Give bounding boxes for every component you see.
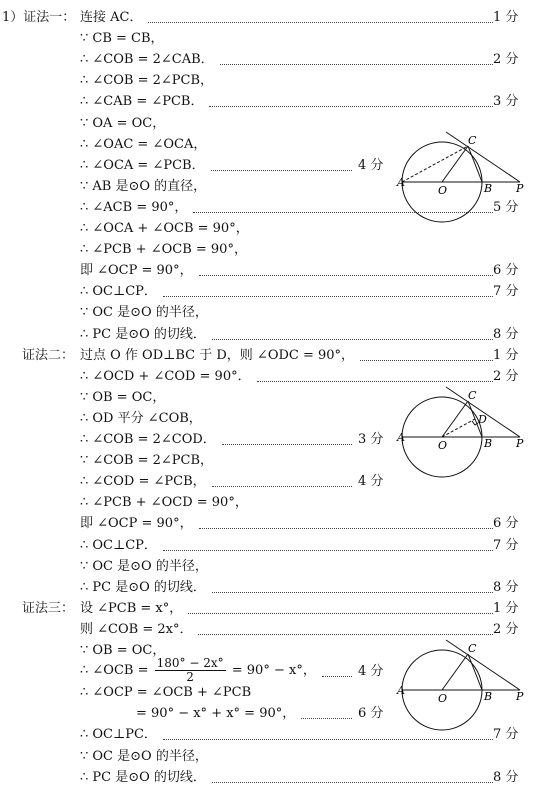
proof-line: [0, 240, 539, 260]
proof-step-text: ∵ OB = OC，: [80, 643, 166, 658]
proof-step-text: 设 ∠PCB = x°，: [80, 600, 183, 616]
label-b: B: [484, 690, 493, 703]
label-p: P: [516, 437, 524, 450]
score-points: 3 分: [493, 94, 519, 110]
proof-line: [0, 514, 539, 534]
proof-line: [0, 557, 539, 577]
proof-step-text: ∴ ∠OCD + ∠COD = 90°．: [80, 368, 251, 384]
proof-line: [0, 8, 539, 28]
leader-dots: [301, 718, 352, 719]
line-tangent: [446, 640, 520, 690]
proof-step-text: ∴ ∠OCA = ∠PCB．: [80, 157, 205, 173]
score-points: 8 分: [493, 769, 519, 785]
line-oc: [442, 654, 468, 690]
score-points: 6 分: [493, 263, 519, 279]
proof-line: [0, 599, 539, 619]
label-o: O: [438, 439, 448, 452]
proof-step-text: ∴ ∠COD = ∠PCB，: [80, 474, 206, 490]
score-points: 5 分: [493, 199, 519, 215]
label-c: C: [468, 642, 477, 655]
leader-dots: [163, 550, 493, 551]
proof-step-text: ∴ ∠OCA + ∠OCB = 90°，: [80, 221, 249, 236]
proof-method-label: 1）证法一：: [2, 10, 76, 25]
proof-step-text: ∴ PC 是⊙O 的切线．: [80, 769, 206, 785]
proof-line: [0, 367, 539, 387]
proof-step-text: 连接 AC．: [80, 10, 143, 25]
proof-step-text: ∴ ∠ACB = 90°，: [80, 199, 188, 215]
line-tangent: [446, 387, 520, 437]
proof-line: [0, 219, 539, 239]
proof-step-text: ∵ AB 是⊙O 的直径，: [80, 178, 207, 194]
proof-method-label: 证法三：: [22, 600, 75, 616]
label-p: P: [516, 690, 524, 703]
label-b: B: [484, 182, 493, 195]
proof-step-text: ∵ CB = CB，: [80, 31, 164, 47]
score-points: 1 分: [493, 600, 519, 616]
proof-step-text: ∵ OC 是⊙O 的半径，: [80, 558, 208, 574]
label-a: A: [397, 684, 405, 697]
proof-step-text: 即 ∠OCP = 90°，: [80, 263, 193, 279]
leader-dots: [199, 275, 493, 276]
proof-step-text: ∴ OC⊥PC．: [80, 727, 157, 743]
score-points: 8 分: [493, 579, 519, 595]
proof-line: [0, 92, 539, 112]
score-points: 2 分: [493, 52, 519, 68]
score-points: 4 分: [358, 474, 384, 490]
score-points: 2 分: [493, 621, 519, 637]
score-points: 7 分: [493, 537, 519, 553]
proof-line: [0, 768, 539, 788]
score-points: 4 分: [358, 664, 384, 680]
figure-3: [398, 640, 538, 730]
leader-dots: [212, 486, 352, 487]
leader-dots: [220, 64, 493, 65]
leader-dots: [212, 782, 493, 783]
label-a: A: [397, 176, 405, 189]
leader-dots: [360, 360, 493, 361]
proof-step-text: ∴ ∠COB = 2∠CAB．: [80, 52, 214, 68]
line-od: [442, 419, 475, 437]
line-tangent: [446, 132, 520, 182]
fraction: $\frac{180^\circ - 2x^\circ}{2}$: [156, 656, 224, 685]
figure-1: [398, 132, 538, 222]
leader-dots: [163, 739, 493, 740]
score-points: 7 分: [493, 727, 519, 743]
label-o: O: [438, 692, 448, 705]
leader-dots: [212, 339, 493, 340]
score-points: 2 分: [493, 368, 519, 384]
proof-line: [0, 29, 539, 49]
leader-dots: [209, 106, 493, 107]
leader-dots: [322, 676, 352, 677]
proof-line: [0, 261, 539, 281]
leader-dots: [211, 170, 352, 171]
proof-step-text: ∴ PC 是⊙O 的切线．: [80, 579, 206, 595]
proof-step-text: ∴ ∠OCP = ∠OCB + ∠PCB: [80, 685, 252, 701]
proof-step-text: ∴ ∠PCB + ∠OCB = 90°，: [80, 242, 247, 258]
leader-dots: [188, 613, 493, 614]
proof-line: [0, 620, 539, 640]
proof-step-text: ∴ ∠CAB = ∠PCB．: [80, 94, 204, 110]
score-points: 7 分: [493, 284, 519, 300]
leader-dots: [199, 528, 493, 529]
proof-line: [0, 303, 539, 323]
proof-step-text: 则 ∠COB = 2x°．: [80, 621, 193, 637]
proof-method-label: 证法二：: [22, 347, 75, 363]
leader-dots: [257, 381, 493, 382]
proof-step-text: = 90° − x° + x° = 90°，: [136, 706, 296, 722]
score-points: 1 分: [493, 10, 519, 25]
proof-step-text: ∴ ∠PCB + ∠OCD = 90°，: [80, 495, 248, 511]
proof-step-text: ∴ ∠OAC = ∠OCA，: [80, 136, 207, 152]
proof-step-text: ∴ OD 平分 ∠COB，: [80, 410, 202, 426]
score-points: 6 分: [493, 516, 519, 532]
proof-step-text: ∴ ∠OCB = $\frac{180^\circ - 2x^\circ}{2}$ = 90° − x°，: [80, 656, 316, 685]
proof-step-text: 即 ∠OCP = 90°，: [80, 516, 193, 532]
proof-step-text: ∵ ∠COB = 2∠PCB，: [80, 453, 214, 469]
label-c: C: [468, 134, 477, 147]
label-b: B: [484, 437, 493, 450]
leader-dots: [212, 592, 493, 593]
proof-line: [0, 578, 539, 598]
proof-line: [0, 325, 539, 345]
label-c: C: [468, 389, 477, 402]
score-points: 4 分: [358, 157, 384, 173]
proof-line: [0, 282, 539, 302]
proof-line: [0, 747, 539, 767]
proof-step-text: ∴ ∠COB = 2∠PCB，: [80, 73, 214, 89]
proof-step-text: ∴ OC⊥CP．: [80, 537, 157, 553]
proof-step-text: ∵ OB = OC，: [80, 389, 166, 405]
proof-step-text: ∴ OC⊥CP．: [80, 284, 157, 300]
proof-line: [0, 536, 539, 556]
proof-step-text: ∵ OA = OC，: [80, 115, 166, 131]
proof-step-text: ∴ PC 是⊙O 的切线．: [80, 326, 206, 342]
proof-line: [0, 493, 539, 513]
line-oc: [442, 146, 468, 182]
proof-step-text: ∵ OC 是⊙O 的半径，: [80, 748, 208, 764]
proof-line: [0, 50, 539, 70]
score-points: 1 分: [493, 347, 519, 363]
proof-step-text: 过点 O 作 OD⊥BC 于 D，则 ∠ODC = 90°，: [80, 347, 355, 363]
proof-step-text: ∵ OC 是⊙O 的半径，: [80, 305, 208, 321]
proof-line: [0, 71, 539, 91]
figure-2: [398, 387, 538, 477]
proof-line: [0, 346, 539, 366]
label-p: P: [516, 182, 524, 195]
score-points: 3 分: [358, 432, 384, 447]
label-o: O: [438, 184, 448, 197]
line-oc: [442, 401, 468, 437]
label-d: D: [478, 413, 487, 426]
leader-dots: [163, 296, 493, 297]
proof-line: [0, 114, 539, 134]
leader-dots: [222, 444, 352, 445]
score-points: 8 分: [493, 326, 519, 342]
label-a: A: [397, 431, 405, 444]
line-ac: [402, 146, 468, 182]
proof-step-text: ∴ ∠COB = 2∠COD．: [80, 432, 216, 447]
leader-dots: [198, 634, 493, 635]
score-points: 6 分: [358, 706, 384, 722]
leader-dots: [148, 22, 493, 23]
